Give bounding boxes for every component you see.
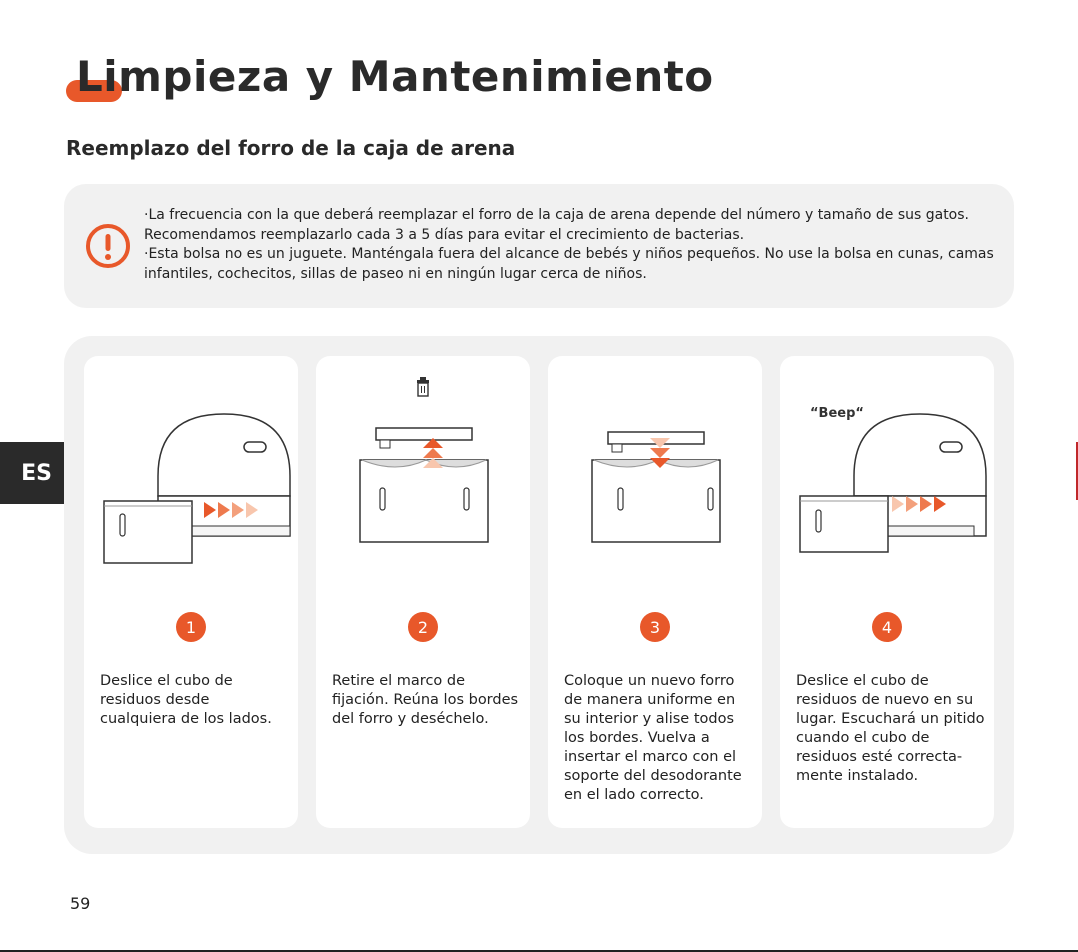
steps-panel: [64, 336, 1014, 854]
step-number: 3: [640, 612, 670, 642]
step-number: 2: [408, 612, 438, 642]
section-subtitle: Reemplazo del forro de la caja de arena: [66, 136, 516, 160]
step-card-4: [780, 356, 994, 828]
beep-label: “Beep“: [810, 406, 864, 421]
notice-text: [144, 206, 1004, 284]
step-text: Retire el marco de fijación. Reúna los bordes del forro y deséchelo.: [332, 673, 519, 727]
language-tab: ES: [0, 442, 73, 504]
step-card-2: [316, 356, 530, 828]
step-number: 1: [176, 612, 206, 642]
insert-liner-illustration: [548, 356, 762, 586]
warning-icon: [84, 222, 132, 270]
step-text: Deslice el cubo de residuos desde cualquiera de los lados.: [100, 673, 272, 727]
remove-frame-illustration: [316, 356, 530, 586]
notice-paragraph: ·Esta bolsa no es un juguete. Manténgala fuera del alcance de bebés y niños pequeños. No use la bolsa en cunas, camas infantiles, cochecitos, sillas de paseo ni en ningún lugar cerca de niños.: [144, 246, 994, 282]
step-text: Coloque un nuevo forro de manera uniforme en su interior y alise todos los bordes. Vuelva a insertar el marco con el soporte del desodorante en el lado correcto.: [564, 673, 742, 803]
page-number: 59: [70, 894, 91, 913]
trash-icon: [417, 377, 429, 396]
slide-in-bin-illustration: [780, 356, 994, 586]
step-card-1: [84, 356, 298, 828]
step-card-3: [548, 356, 762, 828]
step-number: 4: [872, 612, 902, 642]
notice-paragraph: ·La frecuencia con la que deberá reemplazar el forro de la caja de arena depende del número y tamaño de sus gatos. Recomendamos reemplazarlo cada 3 a 5 días para evitar el crecimiento de bacterias.: [144, 207, 969, 243]
page-title: Limpieza y Mantenimiento: [76, 52, 714, 101]
step-text: Deslice el cubo de residuos de nuevo en su lugar. Escuchará un pitido cuando el cubo de residuos esté correcta-mente instalado.: [796, 673, 985, 784]
notice-box: [64, 184, 1014, 308]
slide-out-bin-illustration: [84, 356, 298, 586]
